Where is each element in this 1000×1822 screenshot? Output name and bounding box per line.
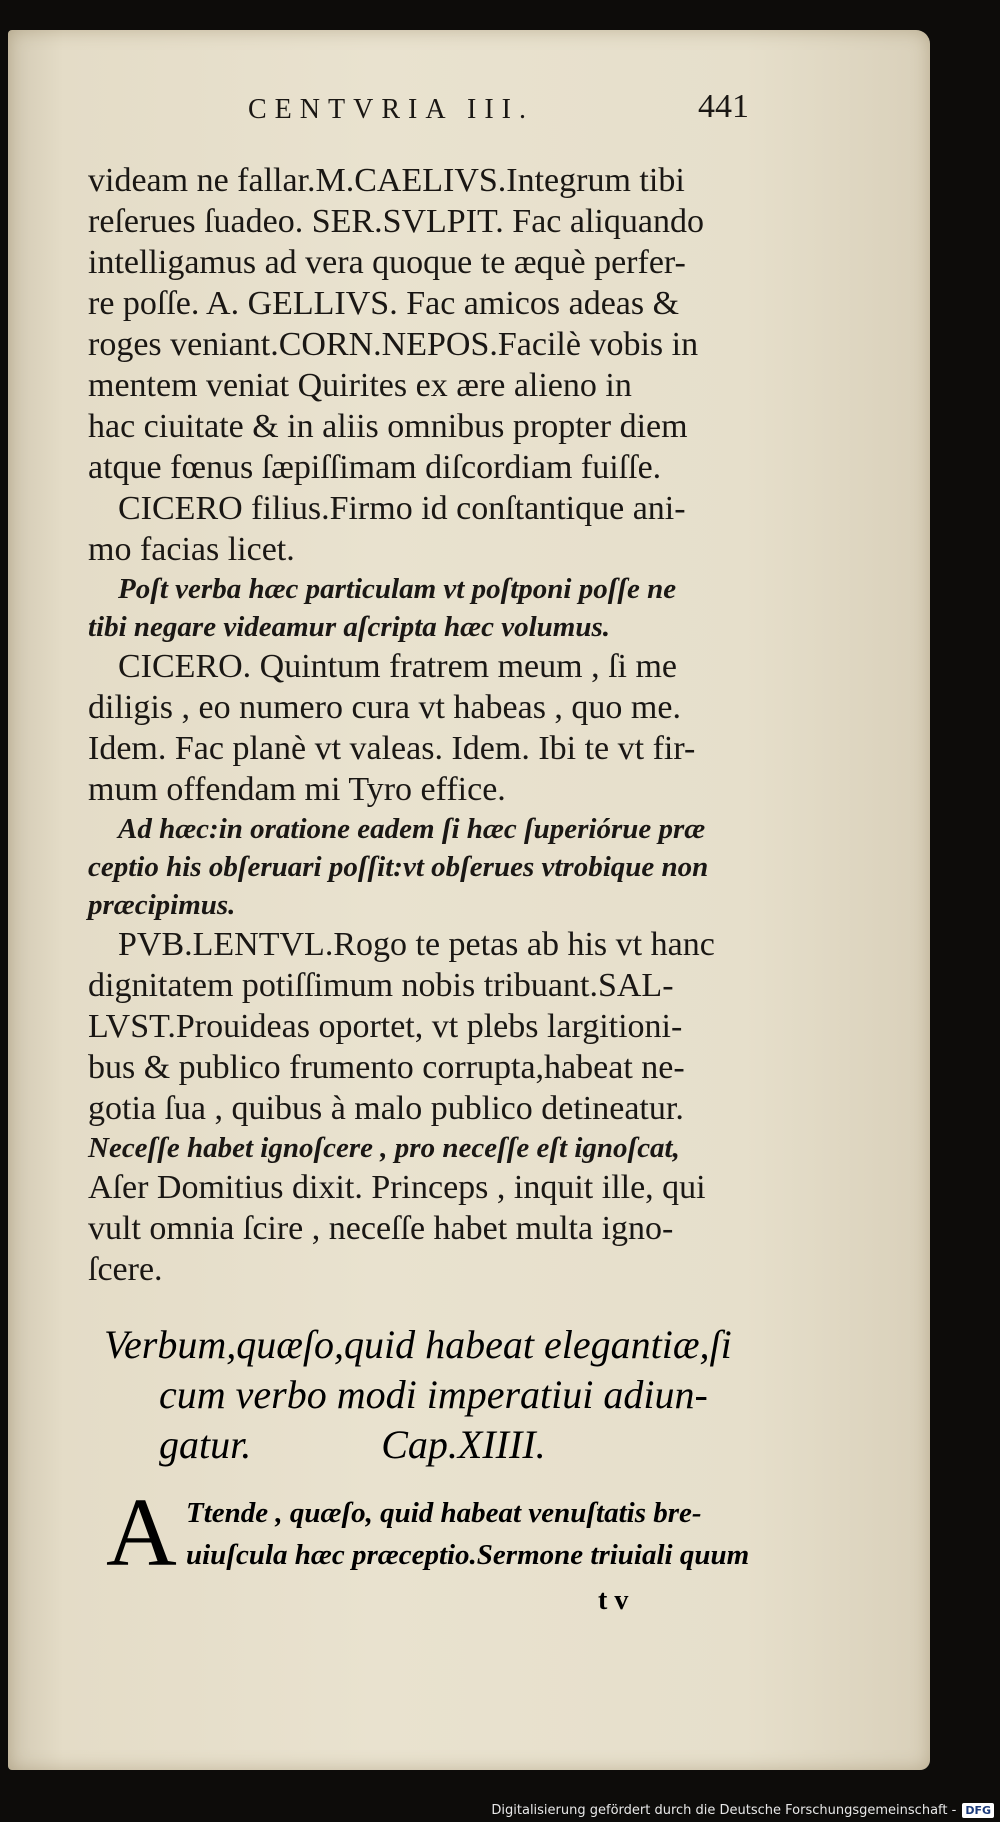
text-line: gotia ſua , quibus à malo publico detineatur.: [88, 1090, 684, 1127]
chapter-heading-line-3: gatur.: [159, 1422, 252, 1467]
text-line: tibi negare videamur aſcripta hæc volumus.: [88, 611, 610, 643]
text-line: hac ciuitate & in aliis omnibus propter diem: [88, 408, 688, 445]
text-line: PVB.LENTVL.Rogo te petas ab his vt hanc: [118, 926, 715, 963]
page-number: 441: [698, 88, 749, 125]
opening-line-1: Ttende , quæſo, quid habeat venuſtatis bre-: [186, 1497, 702, 1529]
chapter-heading: [104, 1320, 804, 1470]
text-line: mentem veniat Quirites ex ære alieno in: [88, 367, 632, 404]
text-line: præcipimus.: [88, 889, 236, 921]
signature-mark: t v: [598, 1585, 629, 1616]
footer-credit: Digitalisierung gefördert durch die Deutsche Forschungsgemeinschaft -: [491, 1802, 957, 1818]
text-line: re poſſe. A. GELLIVS. Fac amicos adeas &: [88, 285, 680, 322]
text-line: CICERO. Quintum fratrem meum , ſi me: [118, 648, 678, 685]
chapter-heading-line-1: Verbum,quæſo,quid habeat elegantiæ,ſi: [104, 1322, 732, 1367]
text-line: roges veniant.CORN.NEPOS.Facilè vobis in: [88, 326, 699, 363]
page-header: [88, 88, 788, 148]
text-line: ceptio his obſeruari poſſit:vt obſerues vtrobique non: [88, 851, 709, 883]
text-line: intelligamus ad vera quoque te æquè perfer-: [88, 244, 686, 281]
opening-paragraph: [106, 1479, 806, 1587]
drop-cap: A: [106, 1479, 177, 1587]
text-line: LVST.Prouideas oportet, vt plebs largitioni-: [88, 1008, 683, 1045]
opening-line-2: uiuſcula hæc præceptio.Sermone triuiali quum: [186, 1539, 750, 1571]
text-line: ſcere.: [88, 1251, 163, 1288]
text-line: bus & publico frumento corrupta,habeat ne-: [88, 1049, 685, 1086]
text-line: Idem. Fac planè vt valeas. Idem. Ibi te vt fir-: [88, 730, 696, 767]
text-line: videam ne fallar.M.CAELIVS.Integrum tibi: [88, 162, 685, 199]
dfg-logo: DFG: [962, 1803, 994, 1818]
text-line: vult omnia ſcire , neceſſe habet multa igno-: [88, 1210, 674, 1247]
text-line: atque fœnus ſæpiſſimam diſcordiam fuiſſe.: [88, 449, 662, 486]
text-line: mum offendam mi Tyro effice.: [88, 771, 506, 808]
book-page: [8, 30, 930, 1770]
text-line: Aſer Domitius dixit. Princeps , inquit ille, qui: [88, 1169, 706, 1206]
running-title: CENTVRIA III.: [248, 94, 534, 125]
text-line: Neceſſe habet ignoſcere , pro neceſſe eſt ignoſcat,: [88, 1132, 680, 1164]
text-line: dignitatem potiſſimum nobis tribuant.SAL-: [88, 967, 674, 1004]
text-line: reſerues ſuadeo. SER.SVLPIT. Fac aliquando: [88, 203, 704, 240]
text-line: Poſt verba hæc particulam vt poſtponi poſſe ne: [118, 573, 677, 605]
chapter-heading-line-2: cum verbo modi imperatiui adiun-: [159, 1372, 708, 1417]
digitization-footer: [491, 1800, 994, 1820]
chapter-label: Cap.XIIII.: [381, 1422, 546, 1467]
text-line: Ad hæc:in oratione eadem ſi hæc ſuperiórue præ: [118, 813, 706, 845]
body-text: [88, 160, 798, 1290]
text-line: mo facias licet.: [88, 531, 295, 568]
text-line: CICERO filius.Firmo id conſtantique ani-: [118, 490, 686, 527]
text-line: diligis , eo numero cura vt habeas , quo me.: [88, 689, 681, 726]
